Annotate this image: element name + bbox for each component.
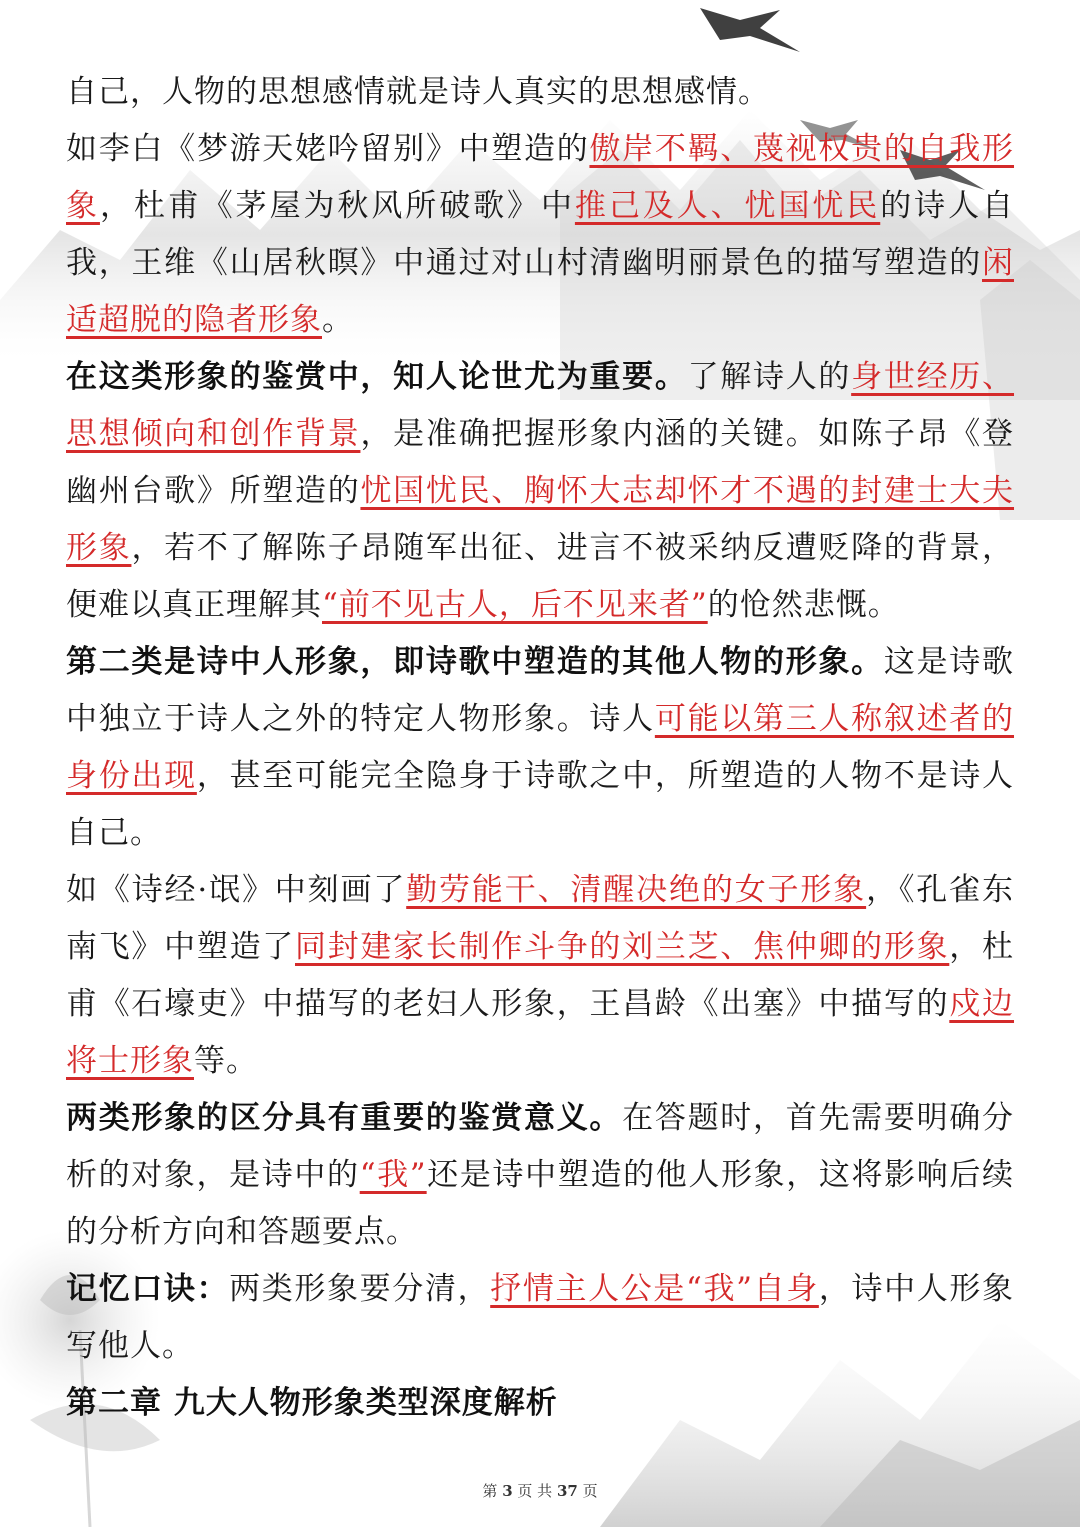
highlighted-key-phrase: 抒情主人公是“我”自身 bbox=[490, 1271, 819, 1307]
highlighted-key-phrase: 推己及人、忧国忧民 bbox=[574, 188, 881, 224]
body-text: 如《诗经·氓》中刻画了 bbox=[66, 872, 407, 908]
document-body bbox=[66, 64, 1014, 1432]
paragraph bbox=[66, 634, 1014, 862]
bold-key-sentence: 在这类形象的鉴赏中，知人论世尤为重要。 bbox=[66, 359, 688, 395]
body-text: 这是诗歌中独立于诗人之外的特定人物形象。诗人 bbox=[66, 644, 1015, 737]
bold-key-sentence: 记忆口诀： bbox=[66, 1271, 230, 1307]
paragraph bbox=[66, 1261, 1014, 1375]
body-text: 等。 bbox=[194, 1043, 258, 1079]
body-text: 的诗人自我，王维《山居秋暝》中通过对山村清幽明丽景色的描写塑造的 bbox=[66, 188, 1015, 281]
paragraph bbox=[66, 64, 1014, 121]
body-text: ，甚至可能完全隐身于诗歌之中，所塑造的人物不是诗人自己。 bbox=[66, 758, 1014, 851]
highlighted-key-phrase: 傲岸不羁、蔑视权贵的自我形象 bbox=[66, 131, 1015, 224]
body-text: ，是准确把握形象内涵的关键。如陈子昂《登幽州台歌》所塑造的 bbox=[66, 416, 1015, 509]
body-text: 了解诗人的 bbox=[687, 359, 852, 395]
page-label-suffix: 页 bbox=[577, 1482, 598, 1500]
page-footer bbox=[0, 1480, 1080, 1501]
chapter-heading bbox=[66, 1375, 1014, 1432]
body-text: 两类形象要分清， bbox=[229, 1271, 491, 1307]
bold-key-sentence: 第二章 九大人物形象类型深度解析 bbox=[66, 1385, 558, 1421]
body-text: ，杜甫《石壕吏》中描写的老妇人形象，王昌龄《出塞》中描写的 bbox=[66, 929, 1015, 1022]
paragraph bbox=[66, 862, 1014, 1090]
current-page-number: 3 bbox=[502, 1482, 513, 1500]
highlighted-key-phrase: 忧国忧民、胸怀大志却怀才不遇的封建士大夫形象 bbox=[66, 473, 1015, 566]
bold-key-sentence: 两类形象的区分具有重要的鉴赏意义。 bbox=[66, 1100, 623, 1136]
highlighted-key-phrase: 闲适超脱的隐者形象 bbox=[66, 245, 1014, 338]
body-text: 还是诗中塑造的他人形象，这将影响后续的分析方向和答题要点。 bbox=[66, 1157, 1015, 1250]
body-text: 。 bbox=[322, 302, 354, 338]
body-text: ，若不了解陈子昂随军出征、进言不被采纳反遭贬降的背景，便难以真正理解其 bbox=[66, 530, 1015, 623]
highlighted-key-phrase: 同封建家长制作斗争的刘兰芝、焦仲卿的形象 bbox=[295, 929, 950, 965]
highlighted-key-phrase: 身世经历、思想倾向和创作背景 bbox=[66, 359, 1015, 452]
page-label-prefix: 第 bbox=[482, 1482, 503, 1500]
body-text: 的怆然悲慨。 bbox=[707, 587, 900, 623]
page-label-middle: 页 共 bbox=[512, 1482, 557, 1500]
highlighted-key-phrase: “我” bbox=[359, 1157, 427, 1193]
highlighted-key-phrase: 可能以第三人称叙述者的身份出现 bbox=[66, 701, 1015, 794]
paragraph bbox=[66, 1090, 1014, 1261]
highlighted-key-phrase: “前不见古人，后不见来者” bbox=[322, 587, 708, 623]
body-text: ，诗中人形象写他人。 bbox=[66, 1271, 1014, 1364]
body-text: 在答题时，首先需要明确分析的对象，是诗中的 bbox=[66, 1100, 1015, 1193]
body-text: 如李白《梦游天姥吟留别》中塑造的 bbox=[66, 131, 590, 167]
paragraph bbox=[66, 349, 1014, 634]
highlighted-key-phrase: 戍边将士形象 bbox=[66, 986, 1015, 1079]
total-page-number: 37 bbox=[556, 1482, 578, 1500]
body-text: ，《孔雀东南飞》中塑造了 bbox=[66, 872, 1015, 965]
body-text: 自己，人物的思想感情就是诗人真实的思想感情。 bbox=[66, 74, 770, 110]
bold-key-sentence: 第二类是诗中人形象，即诗歌中塑造的其他人物的形象。 bbox=[66, 644, 884, 680]
body-text: ，杜甫《茅屋为秋风所破歌》中 bbox=[99, 188, 575, 224]
highlighted-key-phrase: 勤劳能干、清醒决绝的女子形象 bbox=[406, 872, 867, 908]
paragraph bbox=[66, 121, 1014, 349]
